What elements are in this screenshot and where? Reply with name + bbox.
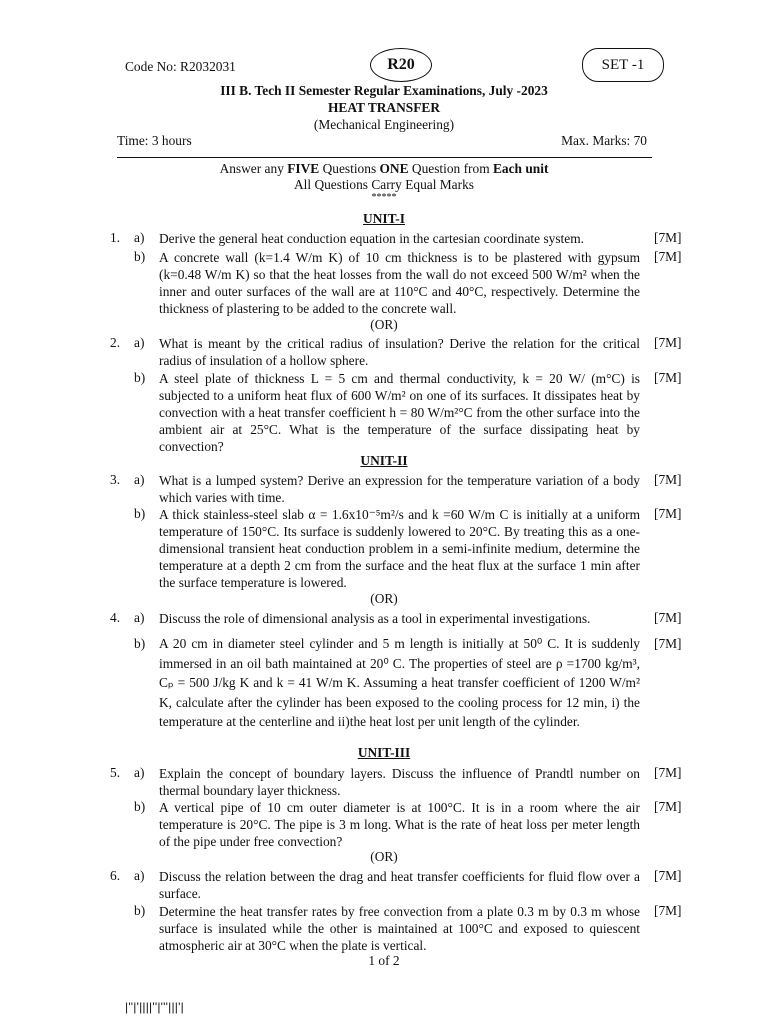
question-number: 3. <box>110 472 121 487</box>
question-text: Determine the heat transfer rates by free convection from a plate 0.3 m by 0.3 m whose surface is insulated while the other is maintained at 100°C and exposed to quiescent atmospheric air at 30°C when the plate is vertical. <box>159 904 640 953</box>
question-number: 2. <box>110 335 121 350</box>
question-text: A thick stainless-steel slab α = 1.6x10⁻⁵m²/s and k =60 W/m C is initially at a uniform temperature of 150°C. Its surface is suddenly lowered to 20°C. By treating this as a one-dimensional transient heat conduction problem in a semi-infinite medium, determine the temperature at a depth 2 cm from the surface and the heat flux at the surface 1 min after the surface temperature is lowered. <box>159 507 640 590</box>
instruction-text: Answer any <box>219 161 288 176</box>
or-separator: (OR) <box>370 849 398 864</box>
question-text: Discuss the relation between the drag and heat transfer coefficients for fluid flow over a surface. <box>159 869 640 901</box>
marks-label: [7M] <box>654 230 682 245</box>
set-badge: SET -1 <box>582 48 664 82</box>
subject-title: HEAT TRANSFER <box>328 100 440 115</box>
question-text: A vertical pipe of 10 cm outer diameter is at 100°C. It is in a room where the air temperature is 20°C. The pipe is 3 m long. What is the rate of heat loss per meter length of the pipe under free convection? <box>159 800 640 849</box>
sub-label: b) <box>134 506 146 521</box>
marks-label: [7M] <box>654 636 682 651</box>
question-text: A concrete wall (k=1.4 W/m K) of 10 cm thickness is to be plastered with gypsum (k=0.48 W/m K) so that the heat losses from the wall do not exceed 500 W/m² when the inner and outer surfaces of the wall are at 110°C and 40°C, respectively. Determine the thickness of plastering to be added to the concrete wall. <box>159 250 640 316</box>
regulation-badge: R20 <box>370 48 432 82</box>
sub-label: a) <box>134 230 145 245</box>
instruction-bold: Each unit <box>492 161 549 176</box>
marks-label: [7M] <box>654 610 682 625</box>
sub-label: b) <box>134 636 146 651</box>
marks-label: [7M] <box>654 472 682 487</box>
unit-heading: UNIT-I <box>363 211 405 226</box>
question-text: What is a lumped system? Derive an expression for the temperature variation of a body which varies with time. <box>159 473 640 505</box>
unit-heading: UNIT-II <box>360 453 408 468</box>
sub-label: b) <box>134 249 146 264</box>
marks-label: [7M] <box>654 506 682 521</box>
page-number: 1 of 2 <box>368 953 400 968</box>
sub-label: b) <box>134 370 146 385</box>
exam-duration: Time: 3 hours <box>117 133 192 148</box>
sub-label: a) <box>134 868 145 883</box>
separator-stars: ***** <box>371 192 397 203</box>
question-text: A 20 cm in diameter steel cylinder and 5 m length is initially at 50⁰ C. It is suddenly immersed in an oil bath maintained at 20⁰ C. The properties of steel are ρ =1700 kg/m³, Cₚ = 500 J/kg K and k = 41 W/m K. Assuming a heat transfer coefficient of 1200 W/m² K, calculate after the cylinder has been exposed to the cooling process for 12 min, i) the temperature at the centerline and ii)the heat lost per unit length of the cylinder. <box>159 636 640 729</box>
marks-label: [7M] <box>654 249 682 264</box>
question-text: What is meant by the critical radius of insulation? Derive the relation for the critical radius of insulation of a hollow sphere. <box>159 336 640 368</box>
sub-label: a) <box>134 765 145 780</box>
sub-label: a) <box>134 610 145 625</box>
sub-label: b) <box>134 799 146 814</box>
branch-name: (Mechanical Engineering) <box>313 117 455 132</box>
question-text: Explain the concept of boundary layers. Discuss the influence of Prandtl number on thermal boundary layer thickness. <box>159 766 640 798</box>
sub-label: b) <box>134 903 146 918</box>
barcode-text: |''|'||||''|'''|||'| <box>125 1000 184 1014</box>
sub-label: a) <box>134 335 145 350</box>
max-marks: Max. Marks: 70 <box>561 133 647 148</box>
instruction-text: Question from <box>408 161 493 176</box>
sub-label: a) <box>134 472 145 487</box>
question-number: 4. <box>110 610 121 625</box>
marks-label: [7M] <box>654 903 682 918</box>
question-number: 5. <box>110 765 121 780</box>
exam-title: III B. Tech II Semester Regular Examinations, July -2023 <box>220 83 548 98</box>
or-separator: (OR) <box>370 317 398 332</box>
question-text: A steel plate of thickness L = 5 cm and thermal conductivity, k = 20 W/ (m°C) is subjected to a uniform heat flux of 600 W/m² on one of its surfaces. It dissipates heat by convection with a heat transfer coefficient h = 80 W/m²°C from the other surface into the ambient air at 25°C. What is the temperature of the surface dissipating heat by convection? <box>159 371 640 454</box>
instruction-line-1 <box>0 161 768 177</box>
marks-label: [7M] <box>654 799 682 814</box>
marks-label: [7M] <box>654 765 682 780</box>
question-text: Discuss the role of dimensional analysis as a tool in experimental investigations. <box>159 611 591 626</box>
instruction-text: Questions <box>319 161 380 176</box>
marks-label: [7M] <box>654 370 682 385</box>
instruction-bold: FIVE <box>287 161 320 176</box>
header-divider <box>117 157 652 158</box>
question-number: 1. <box>110 230 121 245</box>
instruction-bold: ONE <box>379 161 409 176</box>
unit-heading: UNIT-III <box>357 745 411 760</box>
marks-label: [7M] <box>654 335 682 350</box>
or-separator: (OR) <box>370 591 398 606</box>
question-number: 6. <box>110 868 121 883</box>
question-text: Derive the general heat conduction equation in the cartesian coordinate system. <box>159 231 584 246</box>
marks-label: [7M] <box>654 868 682 883</box>
instruction-line-2: All Questions Carry Equal Marks <box>293 177 474 192</box>
code-number: Code No: R2032031 <box>125 59 236 74</box>
